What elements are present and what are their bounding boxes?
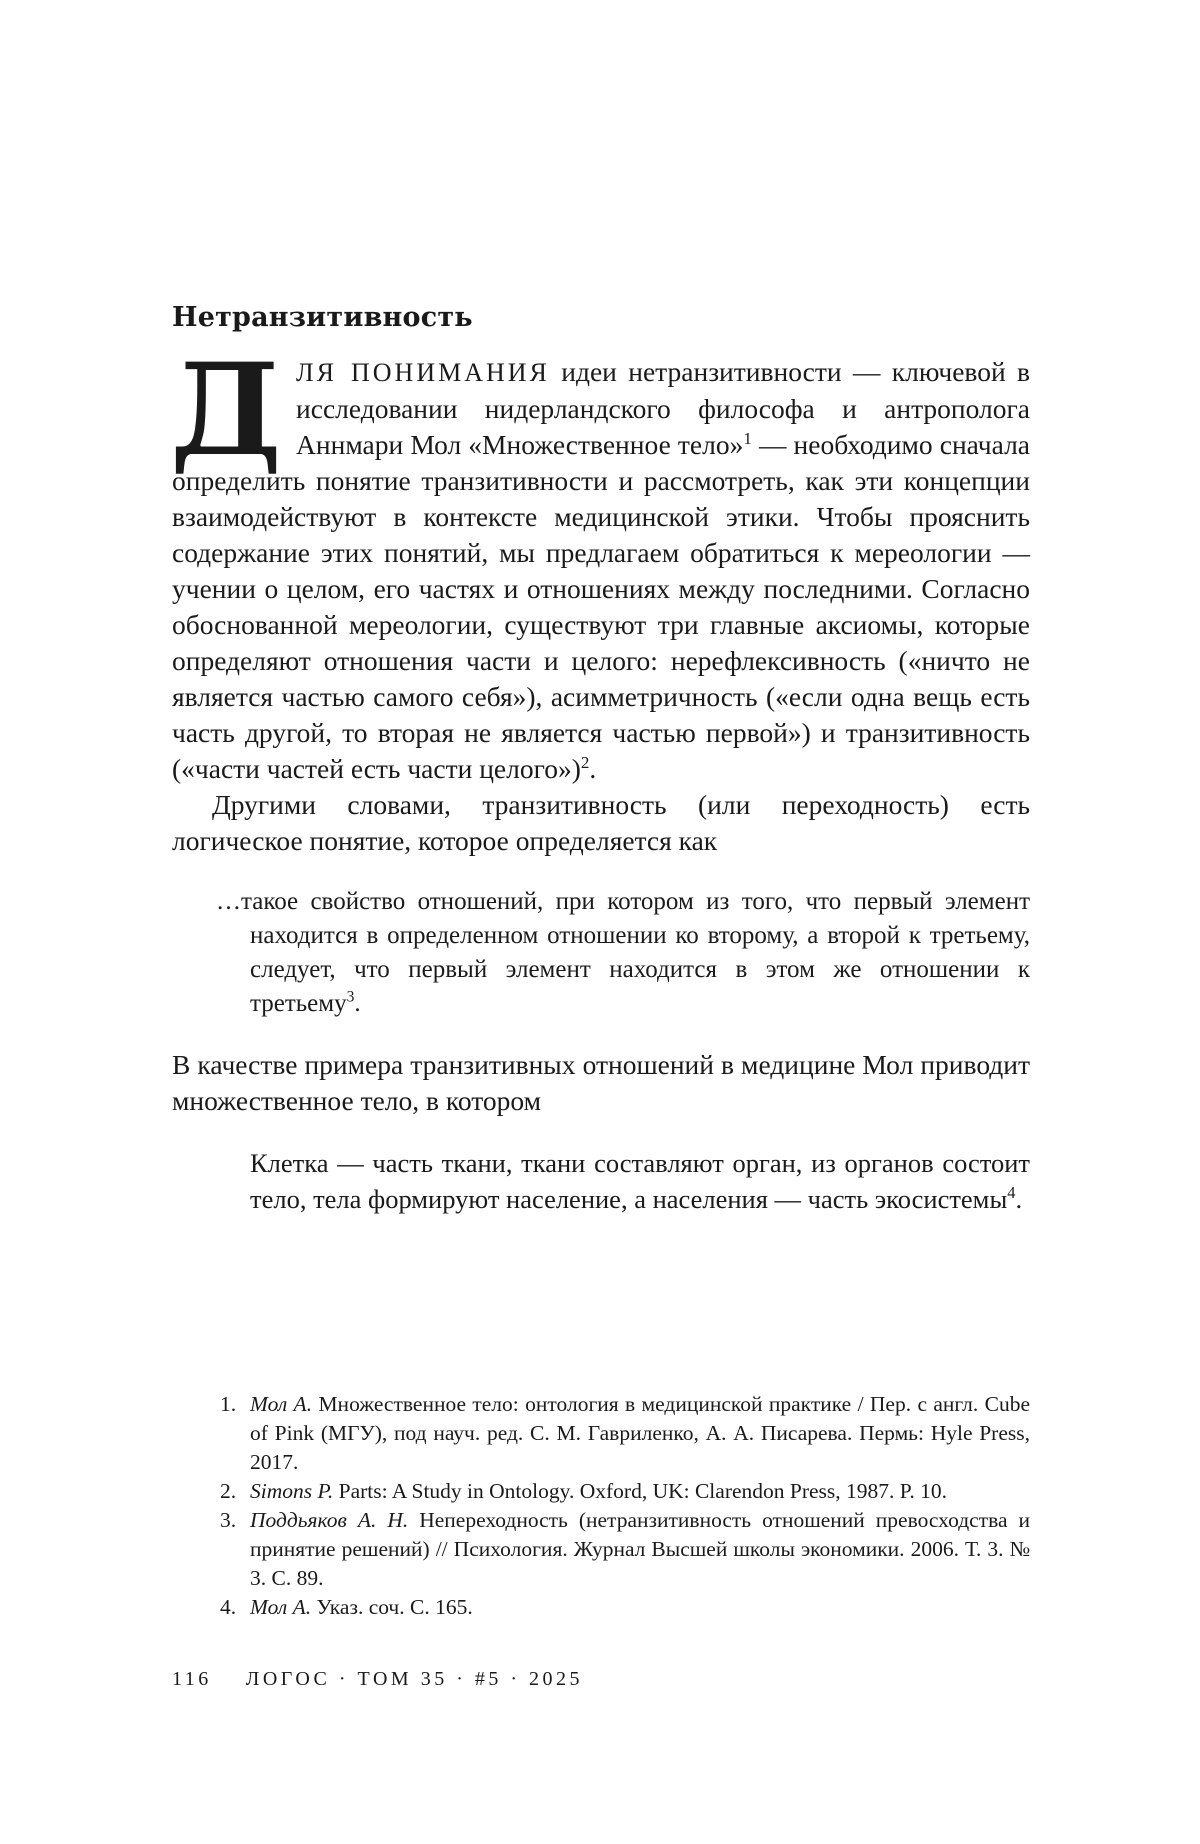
footnote-3 [220, 1506, 1030, 1593]
block-quote-2-text: Клетка — часть ткани, ткани составляют орган, из органов состоит тело, тела формируют население, а населения — часть экосистемы [250, 1148, 1030, 1214]
footnote-text: Множественное тело: онтология в медицинской практике / Пер. с англ. Cube of Pink (МГУ), под науч. ред. С. М. Гавриленко, А. А. Писарева. Пермь: Hyle Press, 2017. [250, 1392, 1031, 1474]
section-title: Нетранзитивность [172, 302, 473, 333]
article-body [172, 300, 1030, 1217]
footnote-author: Поддьяков А. Н. [250, 1508, 409, 1532]
paragraph-1-text-b: — необходимо сначала определить понятие транзитивности и рассмотреть, как эти концепции взаимодействуют в контексте медицинской этики. Чтобы прояснить содержание этих понятий, мы предлагаем обратиться к мереологии — учении о целом, его частях и отношениях между последними. Согласно обоснованной мереологии, существуют три главные аксиомы, которые определяют отношения части и целого: нерефлексивность («ничто не является частью самого себя»), асимметричность («если одна вещь есть часть другой, то вторая не является частью первой») и транзитивность («части частей есть части целого») [172, 429, 1030, 784]
footnote-ref-2[interactable]: 2 [580, 752, 590, 772]
paragraph-1 [170, 336, 1031, 787]
footnote-4 [220, 1593, 1030, 1622]
page-number: 116 [172, 1668, 212, 1690]
footnotes [220, 1390, 1030, 1622]
paragraph-1-text-a: идеи нетранзитивности — ключевой в исследовании нидерландского философа и антрополога Аннмари Мол «Множественное тело» [296, 356, 1031, 460]
page-footer [172, 1668, 583, 1691]
lead-words: ЛЯ ПОНИМАНИЯ [296, 358, 550, 387]
footnote-author: Мол А. [250, 1392, 313, 1416]
block-quote-1-text: …такое свойство отношений, при котором из того, что первый элемент находится в определенном отношении ко второму, а второй к третьему, следует, что первый элемент находится в этом же отношении к третьему [216, 888, 1030, 1017]
paragraph-2: Другими словами, транзитивность (или переходность) есть логическое понятие, которое определяется как [172, 789, 1030, 856]
footnote-text: Указ. соч. С. 165. [311, 1595, 473, 1619]
footnote-1 [220, 1390, 1030, 1477]
footnote-author: Мол А. [250, 1595, 312, 1619]
footnote-text: Непереходность (нетранзитивность отношений превосходства и принятие решений) // Психология. Журнал Высшей школы экономики. 2006. Т. 3. № 3. С. 89. [250, 1508, 1030, 1590]
footnote-2 [220, 1477, 1030, 1506]
footnote-number: 3. [220, 1508, 237, 1532]
footnote-author: Simons P. [250, 1479, 334, 1503]
footnote-number: 2. [220, 1479, 237, 1503]
footnote-ref-3[interactable]: 3 [346, 988, 355, 1006]
block-quote-2 [250, 1145, 1030, 1217]
footnote-ref-1[interactable]: 1 [743, 428, 752, 448]
footnote-number: 4. [220, 1595, 237, 1619]
journal-running-title: ЛОГОС · ТОМ 35 · #5 · 2025 [245, 1668, 584, 1690]
footnote-text: Parts: A Study in Ontology. Oxford, UK: Clarendon Press, 1987. P. 10. [333, 1479, 947, 1503]
drop-cap: Д [170, 336, 283, 484]
footnote-ref-4[interactable]: 4 [1007, 1183, 1016, 1203]
paragraph-3: В качестве примера транзитивных отношений в медицине Мол приводит множественное тело, в котором [172, 1049, 1030, 1116]
block-quote-1-end: . [354, 990, 361, 1017]
footnote-number: 1. [220, 1392, 237, 1416]
paragraph-1-text-c: . [589, 753, 597, 784]
block-quote-1 [216, 885, 1030, 1021]
block-quote-2-end: . [1015, 1184, 1023, 1214]
